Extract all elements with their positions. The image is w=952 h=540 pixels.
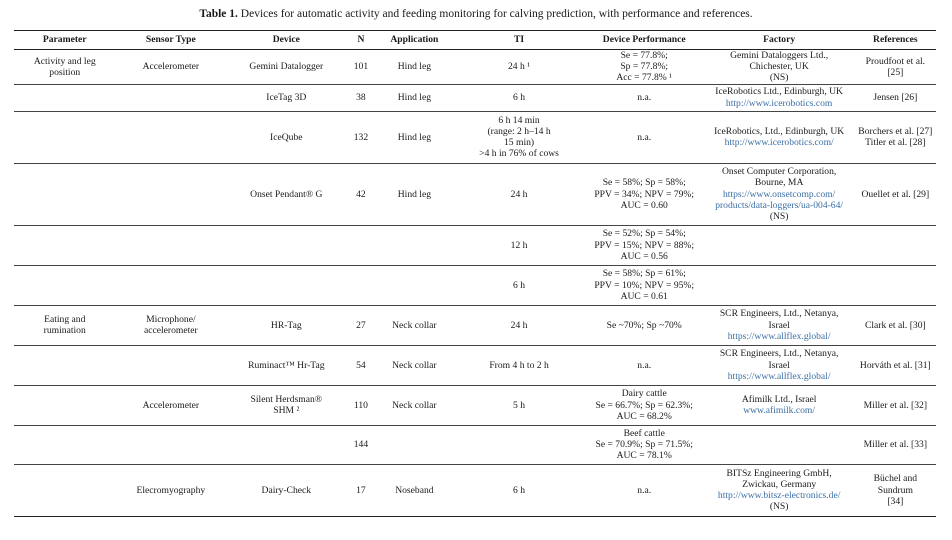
cell-device-performance-line: Se = 52%; Sp = 54%; xyxy=(602,228,686,240)
table-row xyxy=(14,345,936,385)
cell-references-line: Clark et al. [30] xyxy=(864,319,926,331)
factory-url-link[interactable]: www.afimilk.com/ xyxy=(743,405,816,417)
cell-device xyxy=(226,305,346,345)
cell-references-line: Jensen [26] xyxy=(873,92,918,103)
cell-n xyxy=(346,265,375,305)
cell-sensor-type xyxy=(115,111,226,163)
cell-sensor-type-line: accelerometer xyxy=(143,325,198,337)
cell-device-line: Ruminact™ Hr-Tag xyxy=(248,359,325,371)
cell-factory-line: IceRobotics, Ltd., Edinburgh, UK xyxy=(714,125,845,137)
cell-factory-line: IceRobotics Ltd., Edinburgh, UK xyxy=(715,86,843,98)
cell-ti-line: 24 h xyxy=(510,319,528,331)
cell-n: 27 xyxy=(346,305,375,345)
cell-device xyxy=(226,84,346,111)
table-row xyxy=(14,50,936,85)
cell-device-performance-line: n.a. xyxy=(637,131,652,143)
header-row xyxy=(14,31,936,50)
devices-table xyxy=(14,30,936,517)
cell-references xyxy=(855,265,936,305)
cell-factory-line: Israel xyxy=(768,359,790,371)
cell-sensor-type-line: Elecromyography xyxy=(136,484,206,496)
cell-device-performance xyxy=(585,111,704,163)
cell-parameter-line: rumination xyxy=(43,325,86,337)
cell-references-line: [34] xyxy=(887,495,904,507)
factory-url-link[interactable]: https://www.allflex.global/ xyxy=(727,370,831,382)
cell-device-performance-line: Beef cattle xyxy=(623,427,665,439)
cell-device-performance-line: PPV = 10%; NPV = 95%; xyxy=(594,279,695,291)
cell-references xyxy=(855,385,936,425)
cell-n: 132 xyxy=(346,111,375,163)
cell-references xyxy=(855,305,936,345)
cell-references-line: Proudfoot et al. [25] xyxy=(865,55,926,78)
cell-ti-line: 5 h xyxy=(513,399,526,411)
cell-factory xyxy=(704,84,855,111)
cell-application xyxy=(375,265,453,305)
cell-device-performance-line: Dairy cattle xyxy=(621,388,667,400)
cell-ti-line: From 4 h to 2 h xyxy=(489,359,549,371)
cell-application: Neck collar xyxy=(375,305,453,345)
cell-parameter xyxy=(14,163,115,225)
cell-device-performance-line: Se = 66.7%; Sp = 62.3%; xyxy=(595,399,693,411)
cell-device-performance xyxy=(585,425,704,464)
cell-ti xyxy=(453,163,585,225)
header-parameter: Parameter xyxy=(14,31,115,50)
cell-device xyxy=(226,385,346,425)
cell-parameter xyxy=(14,84,115,111)
cell-factory-line: SCR Engineers, Ltd., Netanya, xyxy=(719,348,839,360)
cell-application xyxy=(375,425,453,464)
caption-label: Table 1. xyxy=(199,8,238,20)
cell-sensor-type xyxy=(115,385,226,425)
cell-parameter xyxy=(14,50,115,85)
table-row xyxy=(14,385,936,425)
cell-factory xyxy=(704,50,855,85)
cell-factory xyxy=(704,345,855,385)
cell-factory xyxy=(704,265,855,305)
cell-sensor-type xyxy=(115,345,226,385)
cell-parameter xyxy=(14,111,115,163)
cell-references-line: Titler et al. [28] xyxy=(865,137,926,149)
cell-parameter-line: position xyxy=(49,66,81,78)
cell-ti-line: 6 h xyxy=(513,484,526,496)
cell-device-performance xyxy=(585,50,704,85)
cell-device-performance-line: PPV = 15%; NPV = 88%; xyxy=(594,239,695,251)
cell-device-performance-line: n.a. xyxy=(637,92,652,103)
cell-application: Hind leg xyxy=(375,84,453,111)
cell-device-line: Gemini Datalogger xyxy=(249,61,324,73)
cell-factory xyxy=(704,225,855,265)
factory-url-link[interactable]: https://www.onsetcomp.com/ xyxy=(722,188,836,200)
cell-device-performance xyxy=(585,225,704,265)
header-references: References xyxy=(855,31,936,50)
cell-device-performance-line: AUC = 78.1% xyxy=(616,450,672,462)
cell-ti-line: 12 h xyxy=(510,239,528,251)
table-body xyxy=(14,50,936,517)
cell-n: 54 xyxy=(346,345,375,385)
cell-application: Hind leg xyxy=(375,111,453,163)
cell-references xyxy=(855,163,936,225)
cell-factory xyxy=(704,305,855,345)
header-factory: Factory xyxy=(704,31,855,50)
cell-device-line: HR-Tag xyxy=(270,319,302,331)
header-ti: TI xyxy=(453,31,585,50)
cell-device xyxy=(226,265,346,305)
cell-sensor-type-line: Accelerometer xyxy=(142,399,200,411)
cell-device-line: IceTag 3D xyxy=(266,92,307,103)
cell-ti xyxy=(453,50,585,85)
cell-n: 101 xyxy=(346,50,375,85)
table-row xyxy=(14,425,936,464)
table-row xyxy=(14,265,936,305)
cell-ti xyxy=(453,425,585,464)
caption-text: Devices for automatic activity and feeding monitoring for calving prediction, with performance and references. xyxy=(237,8,753,20)
factory-url-link[interactable]: http://www.bitsz-electronics.de/ xyxy=(717,490,841,502)
cell-factory xyxy=(704,163,855,225)
cell-device-line: Onset Pendant® G xyxy=(250,188,323,200)
cell-factory-line: BITSz Engineering GmbH, xyxy=(726,467,832,479)
cell-device-performance-line: Se = 58%; Sp = 61%; xyxy=(602,268,686,280)
cell-factory-line: Afimilk Ltd., Israel xyxy=(741,393,817,405)
table-row xyxy=(14,225,936,265)
cell-n xyxy=(346,225,375,265)
cell-factory xyxy=(704,385,855,425)
cell-device-performance xyxy=(585,84,704,111)
cell-factory xyxy=(704,425,855,464)
cell-device xyxy=(226,50,346,85)
cell-ti-line: (range: 2 h–14 h xyxy=(487,125,551,137)
cell-references-line: Büchel and Sundrum xyxy=(873,473,918,496)
cell-device xyxy=(226,345,346,385)
cell-device-line: Dairy-Check xyxy=(261,484,312,496)
header-sensor-type: Sensor Type xyxy=(115,31,226,50)
cell-ti-line: 6 h 14 min xyxy=(498,114,540,126)
cell-device-performance-line: Se = 58%; Sp = 58%; xyxy=(602,177,686,189)
cell-references xyxy=(855,464,936,516)
cell-references xyxy=(855,111,936,163)
header-n: N xyxy=(346,31,375,50)
cell-references-line: Ouellet et al. [29] xyxy=(861,188,930,200)
cell-sensor-type xyxy=(115,163,226,225)
cell-device-performance-line: PPV = 34%; NPV = 79%; xyxy=(594,188,695,200)
cell-factory-line: Israel xyxy=(768,319,790,331)
cell-ti xyxy=(453,345,585,385)
cell-application: Hind leg xyxy=(375,163,453,225)
cell-device-performance-line: Se = 70.9%; Sp = 71.5%; xyxy=(595,439,693,450)
cell-references-line: Miller et al. [32] xyxy=(863,399,928,411)
cell-device-performance-line: Se = 77.8%; xyxy=(620,50,668,61)
cell-references xyxy=(855,425,936,464)
cell-ti xyxy=(453,305,585,345)
cell-factory-line: Bourne, MA xyxy=(754,177,804,189)
factory-url-link[interactable]: http://www.icerobotics.com/ xyxy=(724,137,834,149)
cell-ti-line: 6 h xyxy=(513,92,526,103)
cell-ti xyxy=(453,464,585,516)
cell-factory xyxy=(704,464,855,516)
cell-device-performance-line: n.a. xyxy=(637,484,652,496)
cell-references xyxy=(855,345,936,385)
cell-device xyxy=(226,464,346,516)
cell-sensor-type xyxy=(115,425,226,464)
cell-device-line: Silent Herdsman® xyxy=(250,393,323,405)
cell-ti-line: 6 h xyxy=(513,279,526,291)
cell-application: Hind leg xyxy=(375,50,453,85)
cell-ti xyxy=(453,84,585,111)
cell-ti-line: 24 h ¹ xyxy=(508,61,531,73)
cell-references xyxy=(855,225,936,265)
cell-ti xyxy=(453,225,585,265)
cell-device-line: SHM ² xyxy=(273,405,300,417)
cell-n: 110 xyxy=(346,385,375,425)
cell-parameter xyxy=(14,305,115,345)
cell-application: Neck collar xyxy=(375,345,453,385)
cell-factory-line: SCR Engineers, Ltd., Netanya, xyxy=(719,308,839,320)
cell-device-performance xyxy=(585,385,704,425)
cell-sensor-type-line: Microphone/ xyxy=(146,313,196,325)
factory-url-link[interactable]: https://www.allflex.global/ xyxy=(727,330,831,342)
cell-device-performance-line: n.a. xyxy=(637,359,652,371)
cell-device xyxy=(226,111,346,163)
table-caption xyxy=(0,8,952,20)
cell-device xyxy=(226,163,346,225)
cell-device-performance-line: Sp = 77.8%; xyxy=(620,61,669,73)
cell-ti xyxy=(453,111,585,163)
cell-references-line: Miller et al. [33] xyxy=(863,439,928,450)
cell-parameter xyxy=(14,265,115,305)
cell-parameter xyxy=(14,425,115,464)
cell-device-performance xyxy=(585,464,704,516)
cell-device-performance-line: Se ~70%; Sp ~70% xyxy=(606,319,682,331)
cell-device-line: IceQube xyxy=(270,131,303,143)
cell-ti-line: >4 h in 76% of cows xyxy=(479,148,559,160)
cell-device-performance-line: AUC = 0.60 xyxy=(620,199,668,211)
cell-n: 144 xyxy=(346,425,375,464)
header-application: Application xyxy=(375,31,453,50)
cell-ti-line: 15 min) xyxy=(503,137,535,149)
header-device: Device xyxy=(226,31,346,50)
cell-factory-line: (NS) xyxy=(769,210,789,222)
cell-references xyxy=(855,84,936,111)
factory-url-link[interactable]: products/data-loggers/ua-004-64/ xyxy=(715,199,844,211)
table-row xyxy=(14,305,936,345)
cell-device-performance-line: Acc = 77.8% ¹ xyxy=(616,72,673,84)
cell-sensor-type xyxy=(115,464,226,516)
cell-parameter xyxy=(14,464,115,516)
cell-factory-line: Gemini Dataloggers Ltd., xyxy=(730,50,829,61)
cell-references-line: Borchers et al. [27] xyxy=(858,125,933,137)
cell-parameter xyxy=(14,385,115,425)
cell-device-performance xyxy=(585,305,704,345)
cell-device xyxy=(226,225,346,265)
cell-n: 38 xyxy=(346,84,375,111)
cell-n: 42 xyxy=(346,163,375,225)
cell-factory-line: Chichester, UK xyxy=(749,61,809,73)
table-row xyxy=(14,111,936,163)
cell-application: Neck collar xyxy=(375,385,453,425)
cell-parameter-line: Eating and xyxy=(44,313,86,325)
cell-n: 17 xyxy=(346,464,375,516)
cell-sensor-type xyxy=(115,305,226,345)
cell-ti-line: 24 h xyxy=(510,188,528,200)
cell-sensor-type xyxy=(115,50,226,85)
cell-factory xyxy=(704,111,855,163)
cell-factory-line: Zwickau, Germany xyxy=(742,478,817,490)
table-row xyxy=(14,163,936,225)
cell-device-performance xyxy=(585,163,704,225)
cell-device-performance xyxy=(585,345,704,385)
cell-references xyxy=(855,50,936,85)
factory-url-link[interactable]: http://www.icerobotics.com xyxy=(725,97,833,109)
cell-device-performance-line: AUC = 0.56 xyxy=(620,250,668,262)
cell-device-performance-line: AUC = 68.2% xyxy=(616,410,672,422)
cell-sensor-type xyxy=(115,225,226,265)
cell-factory-line: (NS) xyxy=(769,501,789,513)
cell-application xyxy=(375,225,453,265)
cell-device xyxy=(226,425,346,464)
cell-application: Noseband xyxy=(375,464,453,516)
cell-sensor-type xyxy=(115,84,226,111)
cell-parameter-line: Activity and leg xyxy=(33,55,96,67)
table-row xyxy=(14,464,936,516)
cell-factory-line: Onset Computer Corporation, xyxy=(721,166,837,178)
cell-references-line: Horváth et al. [31] xyxy=(859,359,931,371)
cell-ti xyxy=(453,265,585,305)
cell-sensor-type-line: Accelerometer xyxy=(142,61,200,73)
table-row xyxy=(14,84,936,111)
cell-device-performance xyxy=(585,265,704,305)
cell-parameter xyxy=(14,225,115,265)
cell-parameter xyxy=(14,345,115,385)
cell-sensor-type xyxy=(115,265,226,305)
cell-device-performance-line: AUC = 0.61 xyxy=(620,290,668,302)
header-device-performance: Device Performance xyxy=(585,31,704,50)
cell-ti xyxy=(453,385,585,425)
cell-factory-line: (NS) xyxy=(769,72,789,84)
